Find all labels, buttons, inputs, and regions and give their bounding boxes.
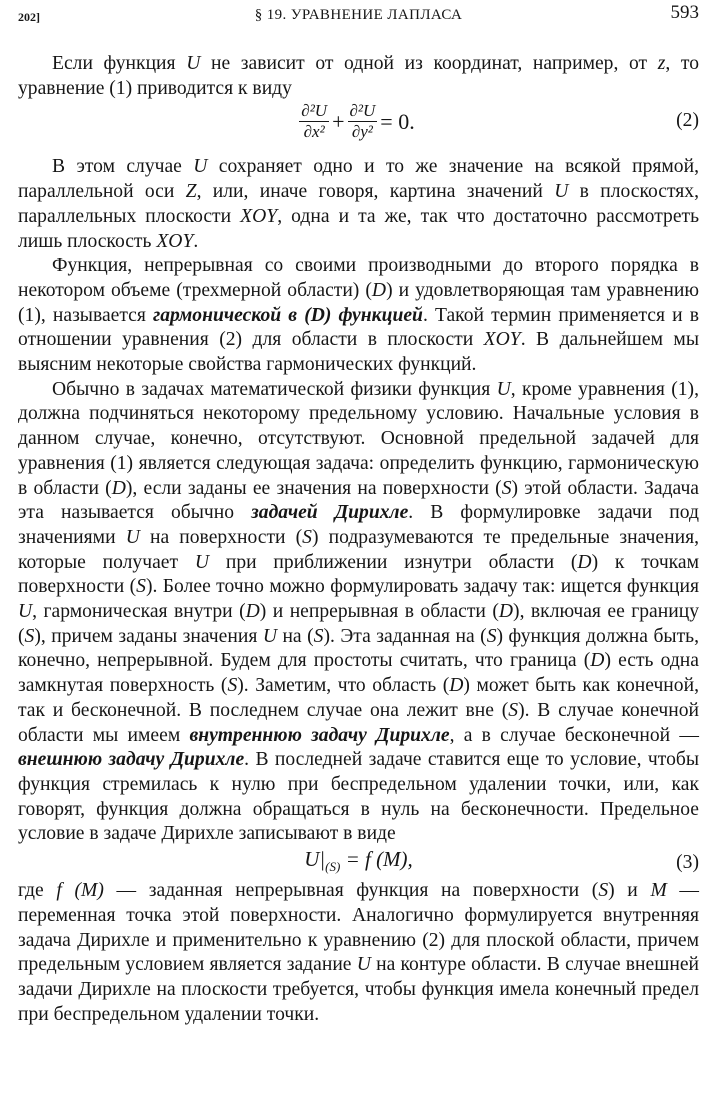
paragraph-2: В этом случае U сохраняет одно и то же значение на всякой прямой, параллельной оси Z, или, иначе говоря, картина значений U в плоскостях, параллельных плоскости XOY, одна и та же, так что достаточно рассмотреть лишь плоскость XOY. — [18, 156, 700, 252]
page — [18, 0, 699, 1027]
term-dirichlet-problem: задачей Дирихле — [251, 502, 409, 524]
equation-label: (3) — [676, 852, 699, 874]
term-interior-dirichlet: внутреннюю задачу Дирихле — [189, 724, 450, 746]
page-number: 593 — [670, 2, 699, 23]
equation-2: $\frac{\text{∂²U}}{\text{∂x²}}$ + $\frac{\text{∂²U}}{\text{∂y²}}$ = 0. (2) — [301, 101, 699, 142]
body-text — [18, 52, 699, 1027]
paragraph-1: Если функция U не зависит от одной из координат, например, от z, то уравнение (1) приводится к виду — [18, 53, 699, 99]
paragraph-5: где f (M) — заданная непрерывная функция на поверхности (S) и M — переменная точка этой поверхности. Аналогично формулируется внутренняя задача Дирихле и применительно к уравнению (2) для плоской области, причем предельным условием является задание U на контуре области. В случае внешней задачи Дирихле на плоскости требуется, чтобы функция имела конечный предел при беспредельном удалении точки. — [18, 880, 700, 1025]
paragraph-4: Обычно в задачах математической физики функция U, кроме уравнения (1), должна подчиняться некоторому предельному условию. Начальные условия в данном случае, конечно, отсутствуют. Основной предельной задачей для уравнения (1) является следующая задача: определить функцию, гармоническую в области (D), если заданы ее значения на поверхности (S) этой области. Задача эта называется обычно задачей Дирихле. В формулировке задачи под значениями U на поверхности (S) подразумеваются те предельные значения, которые получает U при приближении изнутри области (D) к точкам поверхности (S). Более точно можно формулировать задачу так: ищется функция U, гармоническая внутри (D) и непрерывная в области (D), включая ее границу (S), причем заданы значения U на (S). Эта заданная на (S) функция должна быть, конечно, непрерывной. Будем для простоты считать, что граница (D) есть одна замкнутая поверхность (S). Заметим, что область (D) может быть как конечной, так и бесконечной. В последнем случае она лежит вне (S). В случае конечной области мы имеем внутреннюю задачу Дирихле, а в случае бесконечной — внешнюю задачу Дирихле. В последней задаче ставится еще то условие, чтобы функция стремилась к нулю при беспредельном удалении точки, или, как говорят, функция должна обращаться в нуль на бесконечности. Предельное условие в задаче Дирихле записывают в виде — [18, 378, 700, 845]
equation-label: (2) — [676, 110, 699, 132]
paragraph-3: Функция, непрерывная со своими производными до второго порядка в некотором объеме (трехмерной области) (D) и удовлетворяющая там уравнению (1), называется гармонической в (D) функцией. Такой термин применяется и в отношении уравнения (2) для области в плоскости XOY. В дальнейшем мы выясним некоторые свойства гармонических функций. — [18, 255, 699, 376]
fraction-d2u-dy2: $\frac{\text{∂²U}}{\text{∂y²}}$ — [349, 101, 376, 142]
fraction-d2u-dx2: $\frac{\text{∂²U}}{\text{∂x²}}$ — [301, 101, 328, 142]
term-exterior-dirichlet: внешнюю задачу Дирихле — [18, 749, 245, 771]
running-title: § 19. УРАВНЕНИЕ ЛАПЛАСА — [254, 7, 463, 23]
term-harmonic-function: гармонической в (D) функцией — [153, 304, 423, 326]
section-marker: 202] — [18, 10, 40, 24]
equation-3: $U|_{(S)} = f$ (M), (3) — [304, 847, 699, 875]
running-head — [18, 0, 699, 30]
